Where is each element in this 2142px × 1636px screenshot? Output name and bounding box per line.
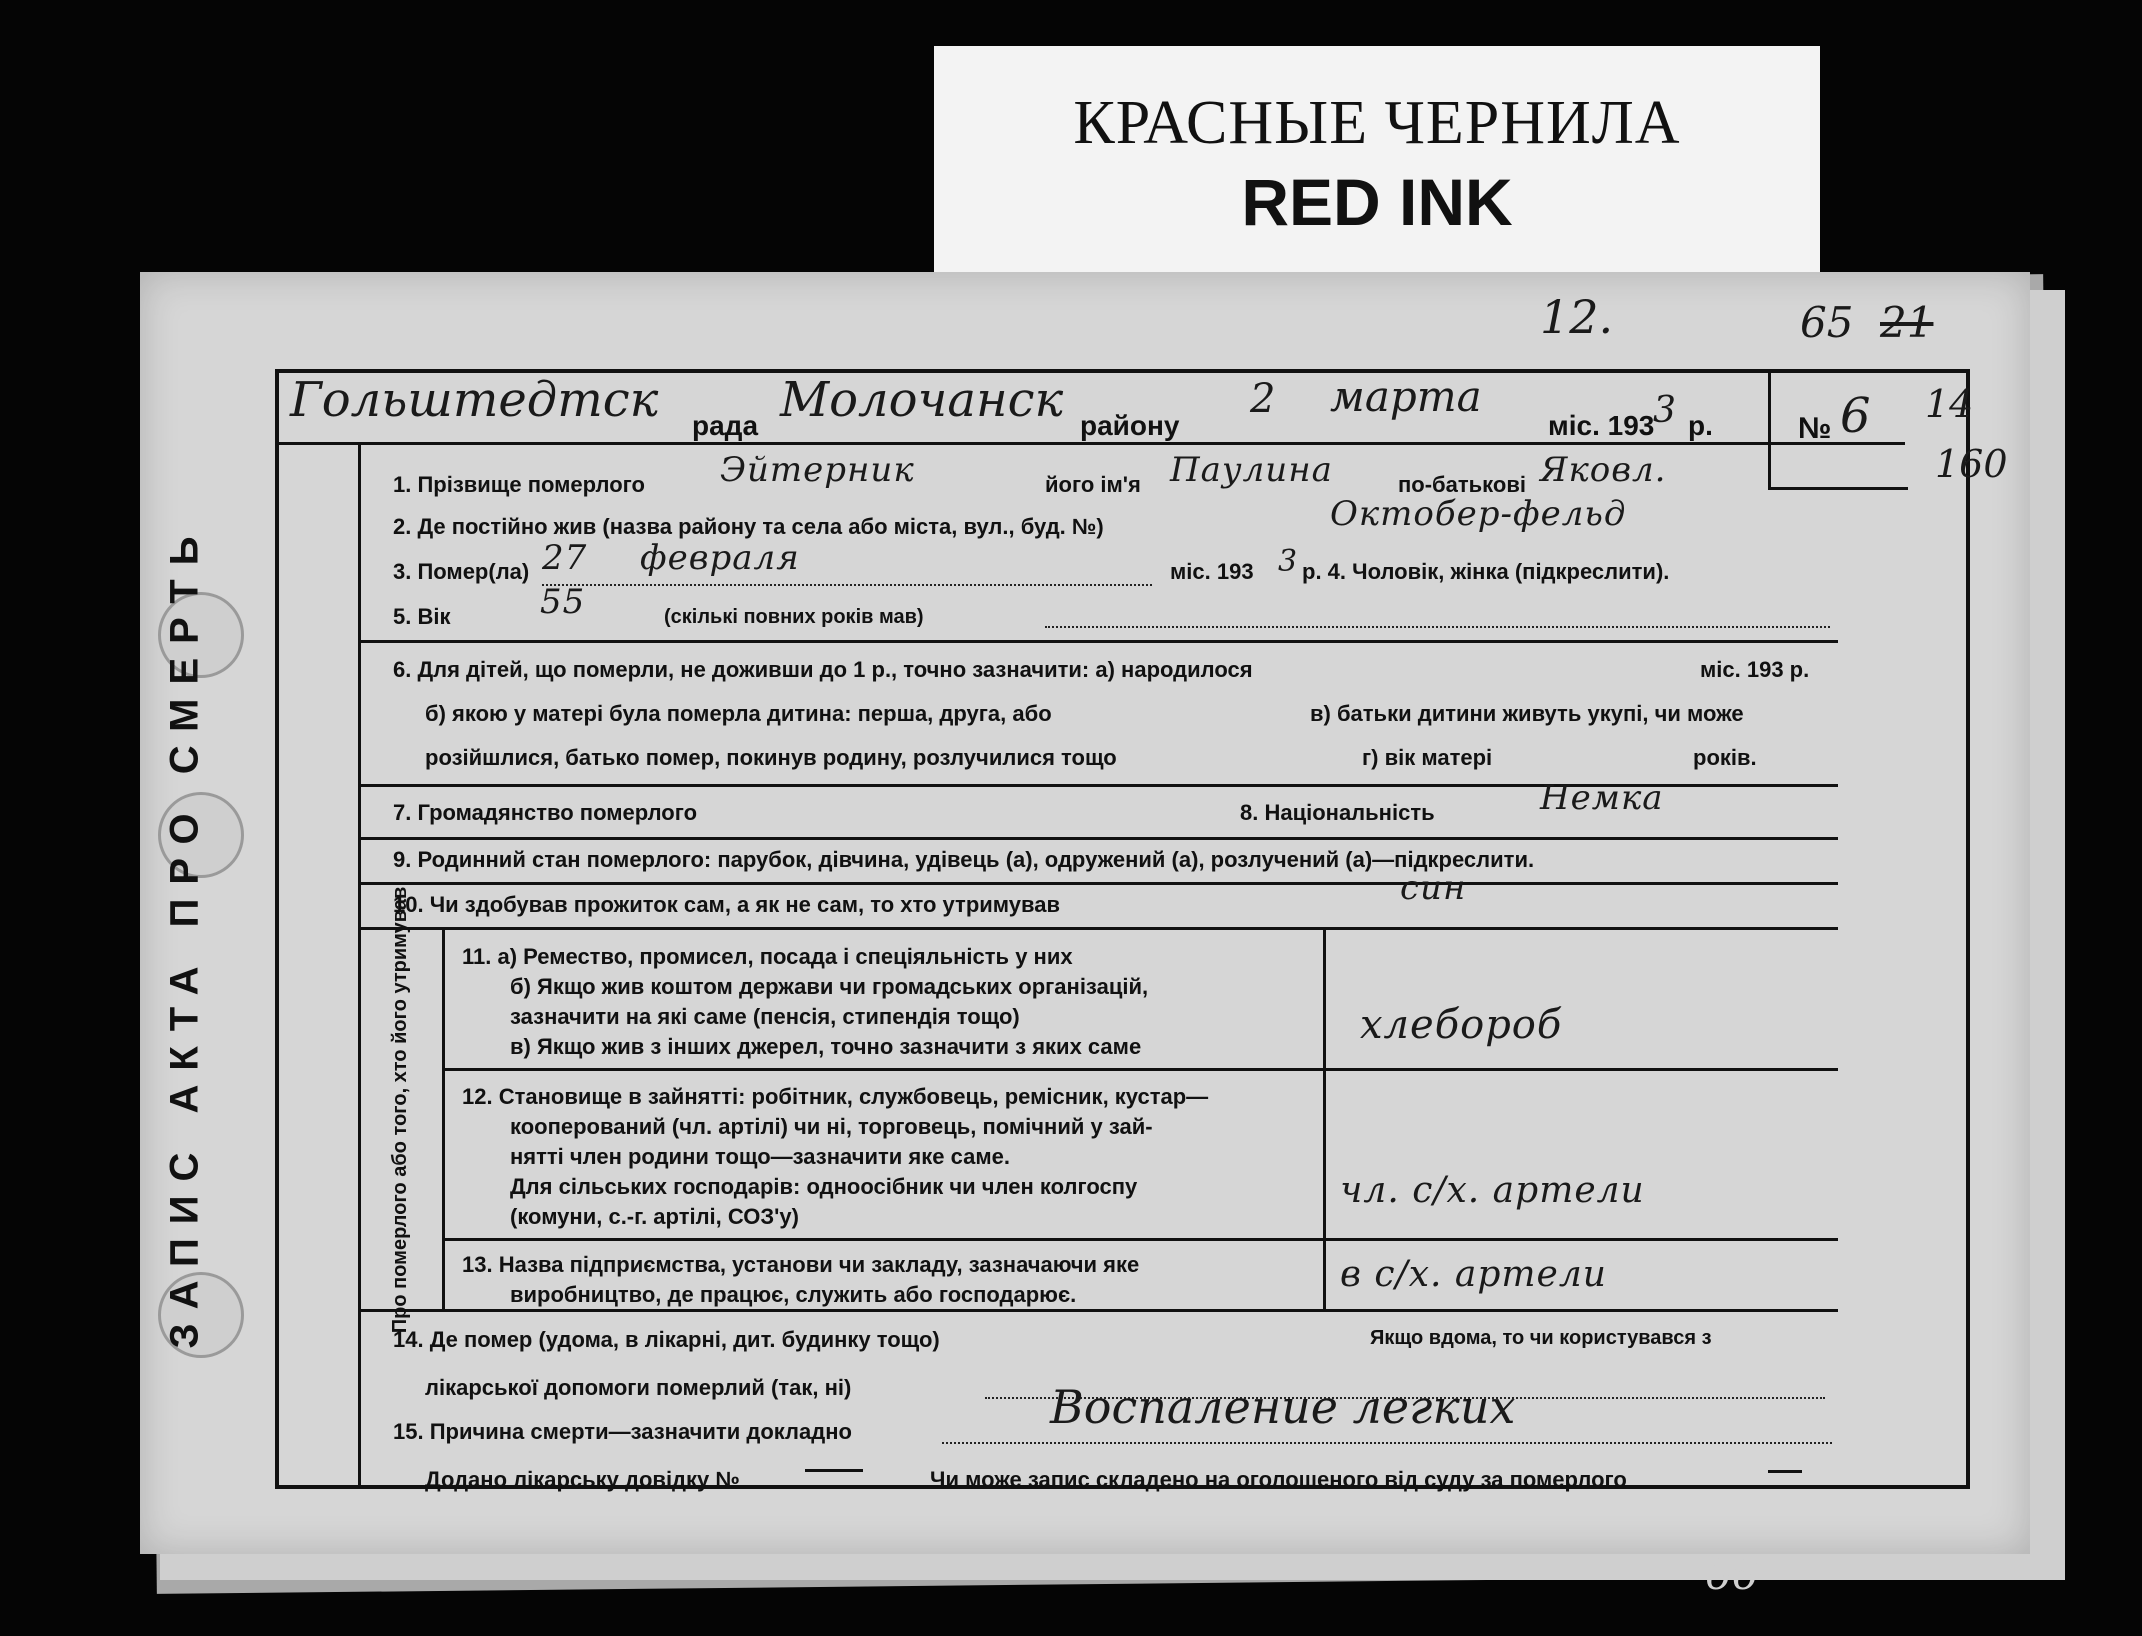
value-column-rule (1323, 927, 1326, 1309)
rule-after-11 (442, 1068, 1838, 1071)
rule-after-10 (358, 927, 1838, 930)
workplace-value: в с/х. артели (1340, 1254, 1607, 1295)
day-value: 2 (1250, 376, 1276, 422)
field-12-line-3: нятті член родини тощо—зазначити яке саме. (510, 1144, 1010, 1169)
field-12-line-1: 12. Становище в зайнятті: робітник, службовець, ремісник, кустар— (462, 1084, 1209, 1109)
employment-value: чл. с/х. артели (1340, 1170, 1645, 1211)
field-1-name-label: його ім'я (1045, 472, 1141, 497)
rada-label: рада (692, 410, 759, 441)
field-11-line-1: 11. а) Ремество, промисел, посада і спеціяльність у них (462, 944, 1073, 969)
field-14-line-2: лікарської допомоги померлий (так, ні) (425, 1375, 852, 1400)
cause-value: Воспаление легких (1050, 1380, 1516, 1434)
number-value: 6 (1840, 388, 1871, 444)
field-15-rule (942, 1442, 1832, 1444)
field-2-label: 2. Де постійно жив (назва району та села або міста, вул., буд. №) (393, 514, 1104, 539)
bottom-page-number: 66 (1705, 1550, 1759, 1599)
month-value: марта (1330, 372, 1482, 421)
field-12-line-5: (комуни, с.-г. артілі, СОЗ'у) (510, 1204, 799, 1229)
field-16-label: Додано лікарську довідку № (425, 1467, 740, 1492)
field-1-patronymic-label: по-батькові (1398, 472, 1526, 497)
side-subtitle-text: Про померлого або того, хто його утримував (389, 886, 412, 1334)
field-6-line-2: б) якою у матері була померла дитина: перша, друга, або (425, 701, 1052, 726)
number-box-left (1768, 369, 1771, 489)
field-13-line-1: 13. Назва підприємства, установи чи закладу, зазначаючи яке (462, 1252, 1140, 1277)
top-right-crossed: 21 (1880, 298, 1934, 347)
first-name-value: Паулина (1170, 450, 1333, 490)
rule-after-13 (358, 1309, 1838, 1312)
field-6-line-1: 6. Для дітей, що померли, не доживши до 1 р., точно зазначити: а) народилося (393, 657, 1253, 682)
field-14-line-1: 14. Де помер (удома, в лікарні, дит. будинку тощо) (393, 1327, 940, 1352)
year-digit: 3 (1653, 390, 1676, 431)
field-11-line-4: в) Якщо жив з інших джерел, точно зазначити з яких саме (510, 1034, 1142, 1059)
field-6-line-3: розійшлися, батько помер, покинув родину, розлучилися тощо (425, 745, 1117, 770)
number-label: № (1798, 412, 1832, 445)
rule-after-5 (358, 640, 1838, 643)
field-5-label: 5. Вік (393, 604, 451, 629)
death-year-digit: 3 (1278, 544, 1298, 579)
rule-after-12 (442, 1238, 1838, 1241)
residence-value: Октобер-фельд (1330, 494, 1627, 534)
field-10-label: 10. Чи здобував прожиток сам, а як не сам, то хто утримував (393, 892, 1060, 917)
provider-value: син (1400, 868, 1467, 908)
field-5-note: (скількі повних років мав) (664, 606, 924, 628)
red-ink-label (934, 46, 1820, 274)
rule-after-7 (358, 837, 1838, 840)
surname-value: Эйтерник (720, 450, 915, 490)
side-subtitle (345, 886, 455, 1334)
field-12-line-4: Для сільських господарів: одноосібник чи член колгоспу (510, 1174, 1138, 1199)
field-7-label: 7. Громадянство померлого (393, 800, 698, 825)
death-date-rule (542, 584, 1152, 586)
field-6-line-1-end: міс. 193 р. (1700, 657, 1810, 682)
side-title-text: ЗАПИС АКТА ПРО СМЕРТЬ (162, 522, 207, 1348)
death-month-value: февраля (640, 538, 800, 578)
field-16-rest: Чи може запис складено на оголошеного від суду за померлого (930, 1467, 1627, 1492)
field-3-mis: міс. 193 (1170, 559, 1254, 584)
field-3-label: 3. Помер(ла) (393, 559, 530, 584)
field-6-line-3-mid: г) вік матері (1362, 745, 1493, 770)
header-rule (275, 442, 1905, 445)
field-8-label: 8. Національність (1240, 800, 1435, 825)
field-15-label: 15. Причина смерти—зазначити докладно (393, 1419, 852, 1444)
rule-after-9 (358, 882, 1838, 885)
rayon-label: району (1080, 410, 1180, 441)
fraction-number: 14 (1925, 382, 1974, 426)
number-box-bottom (1768, 487, 1908, 490)
right-margin-number: 160 (1935, 442, 2008, 486)
field-6-line-2-end: в) батьки дитини живуть укупі, чи може (1310, 701, 1744, 726)
field-9-label: 9. Родинний стан померлого: парубок, дівчина, удівець (а), одружений (а), розлучений (а)—підкреслити. (393, 847, 1535, 872)
field-3-sex: р. 4. Чоловік, жінка (підкреслити). (1302, 559, 1670, 584)
field-6-line-3-end: років. (1693, 745, 1757, 770)
field-12-line-2: кооперований (чл. артілі) чи ні, торговець, помічний у зай- (510, 1114, 1153, 1139)
village-value: Гольштедтск (290, 372, 659, 428)
r-label: р. (1688, 410, 1713, 441)
label-russian: КРАСНЫЕ ЧЕРНИЛА (1073, 89, 1681, 157)
mis-label: міс. 193 (1548, 410, 1655, 441)
field-11-line-2: б) Якщо жив коштом держави чи громадських організацій, (510, 974, 1149, 999)
age-rule (1045, 626, 1830, 628)
occupation-value: хлебороб (1360, 1002, 1563, 1048)
patronymic-value: Яковл. (1540, 450, 1667, 490)
field-1-label: 1. Прізвище померлого (393, 472, 645, 497)
field-13-line-2: виробництво, де працює, служить або господарює. (510, 1282, 1077, 1307)
nationality-value: Немка (1540, 778, 1664, 818)
age-value: 55 (540, 582, 586, 622)
top-right-number: 65 (1800, 298, 1854, 347)
death-record-card (140, 272, 2030, 1599)
field-14-line-1-end: Якщо вдома, то чи користувався з (1370, 1327, 1712, 1349)
field-11-line-3: зазначити на які саме (пенсія, стипендія тощо) (510, 1004, 1020, 1029)
side-title (150, 522, 220, 1348)
field-16-end-dash (1768, 1470, 1802, 1473)
label-english: RED INK (1241, 165, 1513, 239)
death-day-value: 27 (542, 538, 588, 578)
field-16-dash (805, 1469, 863, 1472)
district-value: Молочанск (780, 372, 1064, 428)
top-number: 12. (1540, 290, 1614, 344)
